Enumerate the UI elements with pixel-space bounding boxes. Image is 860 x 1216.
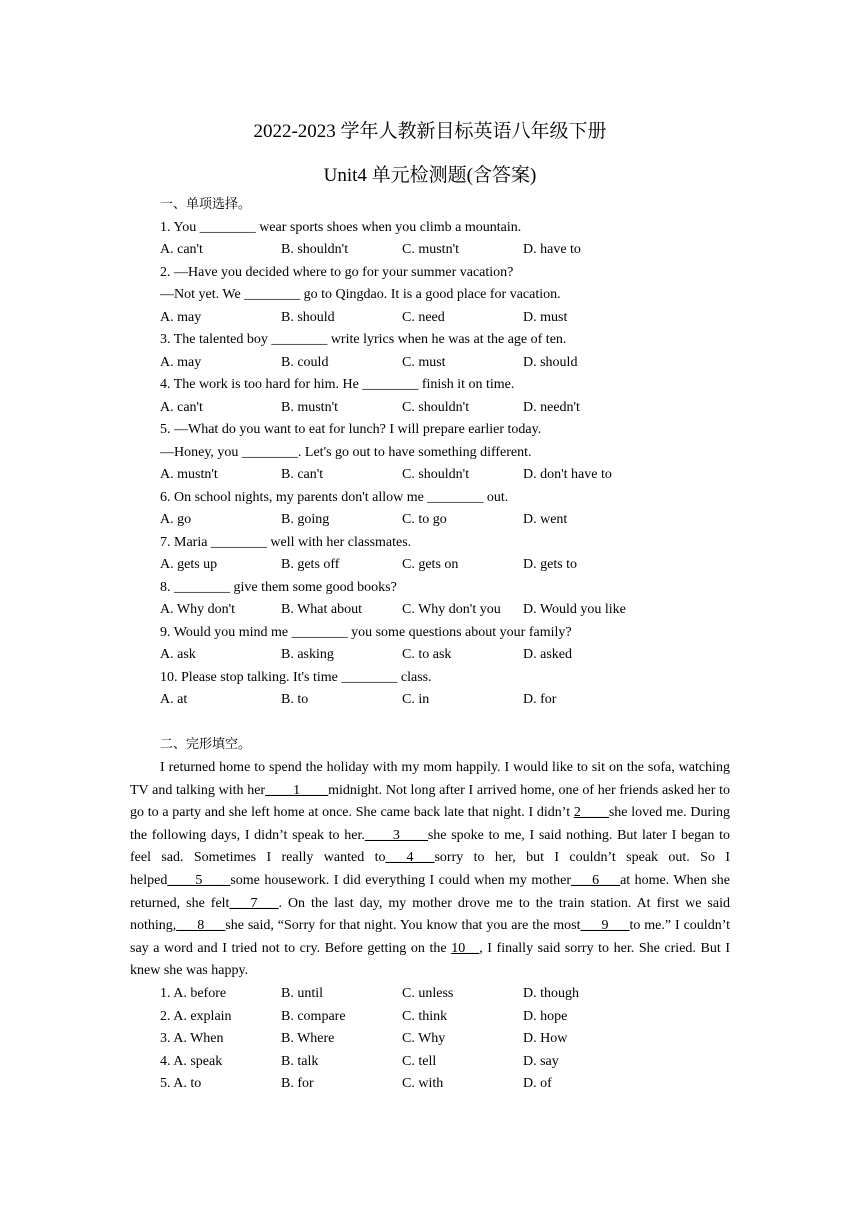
- option: C. think: [402, 1008, 448, 1024]
- option: D. have to: [523, 242, 581, 257]
- blank-5: ____5____: [167, 872, 231, 888]
- option: C. gets on: [402, 557, 459, 572]
- blank-8: ___8___: [176, 918, 226, 934]
- question-options: [160, 307, 760, 330]
- option: B. for: [281, 1076, 314, 1091]
- question-stem: —Not yet. We ________ go to Qingdao. It is a good place for vacation.: [160, 287, 561, 302]
- option: 3. A. When: [160, 1031, 224, 1046]
- option: C. Why: [402, 1031, 446, 1046]
- cloze-option-list: [160, 983, 760, 1096]
- option: C. must: [402, 354, 446, 370]
- question-stem: 4. The work is too hard for him. He ________ finish it on time.: [160, 377, 515, 392]
- cloze-option-row: [160, 1028, 760, 1051]
- question-stem: 8. ________ give them some good books?: [160, 579, 397, 595]
- blank-1: ____1____: [265, 782, 329, 798]
- option: D. went: [523, 512, 568, 527]
- option: A. Why don't: [160, 602, 235, 617]
- question-list: [160, 217, 760, 712]
- document-title: 2022-2023 学年人教新目标英语八年级下册: [253, 121, 607, 142]
- blank-10: 10__: [451, 940, 480, 956]
- option: A. may: [160, 354, 202, 370]
- question-options: [160, 397, 760, 420]
- option: C. shouldn't: [402, 399, 470, 415]
- option: B. What about: [281, 602, 363, 617]
- option: C. to ask: [402, 647, 452, 662]
- option: A. can't: [160, 242, 203, 257]
- option: B. talk: [281, 1053, 319, 1069]
- option: C. mustn't: [402, 242, 459, 257]
- option: C. in: [402, 692, 430, 707]
- question-stem: 7. Maria ________ well with her classmates.: [160, 534, 412, 550]
- option: A. go: [160, 512, 192, 527]
- option: D. hope: [523, 1008, 568, 1024]
- option: C. unless: [402, 986, 454, 1001]
- option: D. needn't: [523, 399, 580, 415]
- question-options: [160, 239, 760, 262]
- option: B. gets off: [281, 557, 340, 572]
- blank-4: ___4___: [385, 850, 435, 866]
- option: A. mustn't: [160, 467, 218, 482]
- option: B. to: [281, 692, 309, 707]
- option: B. until: [281, 986, 324, 1001]
- cloze-option-row: [160, 1051, 760, 1074]
- cloze-option-row: [160, 1073, 760, 1096]
- question-options: [160, 509, 760, 532]
- option: D. must: [523, 309, 568, 325]
- option: D. How: [523, 1031, 568, 1046]
- option: D. say: [523, 1053, 559, 1069]
- option: C. Why don't you: [402, 602, 501, 617]
- option: D. asked: [523, 647, 572, 662]
- option: A. gets up: [160, 557, 218, 572]
- option: A. at: [160, 692, 188, 707]
- question-stem: 5. —What do you want to eat for lunch? I will prepare earlier today.: [160, 422, 542, 437]
- question-stem: 2. —Have you decided where to go for your summer vacation?: [160, 264, 514, 280]
- option: 4. A. speak: [160, 1053, 223, 1069]
- cloze-options: [160, 983, 760, 1096]
- blank-9: ___9___: [580, 918, 630, 934]
- section-1-heading: 一、单项选择。: [160, 197, 252, 212]
- option: 5. A. to: [160, 1076, 202, 1091]
- option: D. Would you like: [523, 602, 626, 617]
- option: 1. A. before: [160, 986, 227, 1001]
- option: C. need: [402, 309, 445, 325]
- cloze-option-row: [160, 1006, 760, 1029]
- cloze-passage: [130, 757, 730, 983]
- option: A. ask: [160, 647, 196, 662]
- option: B. can't: [281, 467, 324, 482]
- question-stem: 9. Would you mind me ________ you some questions about your family?: [160, 624, 572, 640]
- option: C. shouldn't: [402, 467, 470, 482]
- question-options: [160, 464, 760, 487]
- option: D. don't have to: [523, 467, 612, 482]
- option: B. shouldn't: [281, 242, 349, 257]
- option: D. though: [523, 986, 579, 1001]
- option: C. to go: [402, 512, 447, 527]
- document-subtitle: Unit4 单元检测题(含答案): [323, 165, 537, 186]
- blank-3: ____3____: [364, 827, 428, 843]
- question-stem: 10. Please stop talking. It's time ________ class.: [160, 669, 432, 685]
- section-2-heading: 二、完形填空。: [160, 737, 252, 752]
- option: B. could: [281, 354, 329, 370]
- question-options: [160, 689, 760, 712]
- question-options: [160, 554, 760, 577]
- option: B. compare: [281, 1008, 346, 1024]
- blank-7: ___7___: [229, 895, 279, 911]
- option: B. going: [281, 512, 330, 527]
- question-options: [160, 599, 760, 622]
- option: A. can't: [160, 399, 203, 415]
- option: B. mustn't: [281, 399, 338, 415]
- option: D. gets to: [523, 557, 578, 572]
- question-stem: 1. You ________ wear sports shoes when you climb a mountain.: [160, 219, 522, 235]
- option: C. with: [402, 1076, 444, 1091]
- option: C. tell: [402, 1053, 437, 1069]
- question-stem: 6. On school nights, my parents don't allow me ________ out.: [160, 489, 509, 505]
- blank-6: ___6___: [571, 872, 621, 888]
- option: B. asking: [281, 647, 334, 662]
- question-stem: 3. The talented boy ________ write lyrics when he was at the age of ten.: [160, 332, 567, 347]
- question-options: [160, 352, 760, 375]
- passage-paragraph: I returned home to spend the holiday with my mom happily. I would like to sit on the sofa, watching TV and talking with her____1____midnight. Not long after I arrived home, one of her friends asked her to go to a party and she left home at once. She came back late that night. I didn’t 2____she loved me. During the following days, I didn’t speak to her.____3____she spoke to me, I said nothing. But later I began to feel sad. Sometimes I really wanted to___4___sorry to her, but I couldn’t speak out. So I helped____5____some housework. I did everything I could when my mother___6___at home. When she returned, she felt___7___. On the last day, my mother drove me to the train station. At first we said nothing,___8___she said, “Sorry for that night. You know that you are the most___9___to me.” I couldn’t say a word and I tried not to cry. Before getting on the 10__, I finally said sorry to her. She cried. But I knew she was happy.: [130, 760, 731, 979]
- option: B. Where: [281, 1031, 335, 1046]
- section-2-header: [160, 734, 760, 757]
- option: A. may: [160, 309, 202, 325]
- option: D. should: [523, 354, 578, 370]
- option: 2. A. explain: [160, 1008, 232, 1024]
- option: B. should: [281, 309, 335, 325]
- cloze-option-row: [160, 983, 760, 1006]
- question-stem: —Honey, you ________. Let's go out to have something different.: [160, 444, 532, 460]
- option: D. for: [523, 692, 557, 707]
- blank-2: 2____: [573, 805, 609, 821]
- question-options: [160, 644, 760, 667]
- section-1: [160, 194, 760, 712]
- option: D. of: [523, 1076, 552, 1091]
